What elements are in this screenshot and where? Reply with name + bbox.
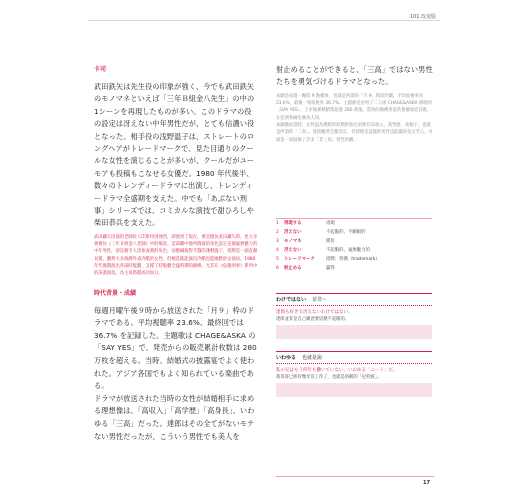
- vocab-item: 4 冴えない 不起眼的、毫無魅力的: [276, 247, 370, 253]
- grammar-example-translation: 我哥哥已經好幾年沒工作了，也就是俗稱的「尼特族」。: [276, 374, 382, 380]
- grammar-meaning: 並非～: [312, 296, 328, 303]
- grammar-example-translation: 達郎並非是自己願意要這麼不起眼的。: [276, 316, 350, 322]
- vocab-item: 6 射止める 贏得: [276, 265, 335, 271]
- page-number: 17: [423, 480, 430, 486]
- book-page: [88, 6, 440, 494]
- vocab-item: 2 冴えない 不起眼的、不顯眼的: [276, 229, 366, 235]
- left-column: [94, 64, 258, 443]
- section-title-background: 時代背景・成績: [94, 289, 137, 297]
- running-title: 101 改変版: [409, 14, 436, 20]
- grammar-meaning: 也就是說: [302, 354, 323, 361]
- footer-rule: [276, 476, 434, 477]
- grammar-example: 達郎も好きで冴えないわけではない。: [276, 309, 353, 315]
- vocab-item: 3 モノマネ 模仿: [276, 238, 335, 244]
- grammar-box-band: [276, 325, 432, 339]
- background-body-text: 毎週月曜午後９時から放送された「月９」枠のドラマである。平均視聴率 23.6%、最終回では 36.7% を記録した。主題歌は CHAGE&ASKA の「SAY YES」で、発売からの販売累計枚数は 280 万枚を超える。当時、結婚式の披露宴でよく使われた。アジア各国でもよく知られている楽曲である。 ドラマが放送された当時の女性が結婚相手に求める理想像は、「高収入」「高学歴」「高身長」、いわゆる「三高」だった。達郎はその全てがないモテない男性だったが、こういう男性でも美人を: [94, 305, 257, 441]
- header-rule: [88, 20, 440, 21]
- grammar-box-band: [276, 383, 432, 397]
- continued-body-text: 射止めることができると、「三高」ではない男性たちを勇気づけるドラマとなった。: [276, 65, 433, 87]
- grammar-example: 私の兄はもう何年も働いていない、いわゆる「ニート」だ。: [276, 367, 398, 373]
- continued-translation: 本劇是每週一晚間 9 點播放，也就是所謂的「月 9」時段的劇，平均收視率為 23.6%，最後一集收視率 36.7%。主題曲是由男子二人組 CHAGE&ASKA 演唱的〈SAY YES〉，上市後累積銷售超過 280 萬張。當時的婚禮喜宴常會播放這首歌，在亞洲各國也廣為人知。 本劇播放當時，女性認為理想的結婚對象必須要有高收入、高學歷、高個子，也就是所謂的「三高」。達郎雖然全都沒有，但即使是這樣的男性也能贏得美女芳心，可說是一部鼓舞了許多「非三高」男性的劇。: [276, 93, 433, 143]
- right-column: [276, 64, 434, 397]
- grammar-term: わけではない: [276, 296, 307, 303]
- grammar-box-iwayuru: [276, 351, 432, 397]
- grammar-term: いわゆる: [276, 354, 297, 361]
- vocab-item: 5 トレードマーク 招牌；特徴（trademark）: [276, 256, 380, 262]
- section-title-cast: 卡司: [94, 66, 107, 73]
- grammar-box-wakedewanai: [276, 293, 432, 339]
- vocab-item: 1 再現する 再現: [276, 220, 335, 226]
- cast-translation: 武田鐵矢因演的老師役人印象特別強烈，即使到了現在，要是模仿武田鐵矢時，也大多會模仿《三年Ｂ組金八老師》中的場景。這部劇中他所飾演的角色設定是個毫無魅力的中年男性，卻是個令人印象深刻的角色。而擔綱演對手戲的淺野溫子，招牌是一頭直順長髮，雖然大多演繹外表冷酷的女性，但她是既能演出冷酷也能幽默的女演員。1980 年代後期演出各部時髦劇，支撐了時髦劇全盛時期的顛峰。尤其在《危險刑事》系列中的詼諧演技，為主角搭檔成功加分。: [94, 234, 258, 277]
- vocabulary-list: [276, 218, 432, 273]
- cast-body-text: 武田鉄矢は先生役の印象が強く、今でも武田鉄矢のモノマネといえば「三年Ｂ組金八先生」の中の1シーンを再現したものが多い。このドラマの役の設定は冴えない中年男性だが、とても信濃い役となった。相手役の浅野温子は、ストレートのロングヘアがトレードマークで、見た目通りのクールな女性を演じることが多いが、クールだがユーモアも投稿もこなせる女優だ。1980 年代後半、数々のトレンディードラマに出演し、トレンディードラマ全盛期を支えた。中でも「あぶない刑事」シリーズでは、コミカルな演技で甜ひろしや柴田恭兵を支えた。: [94, 82, 255, 228]
